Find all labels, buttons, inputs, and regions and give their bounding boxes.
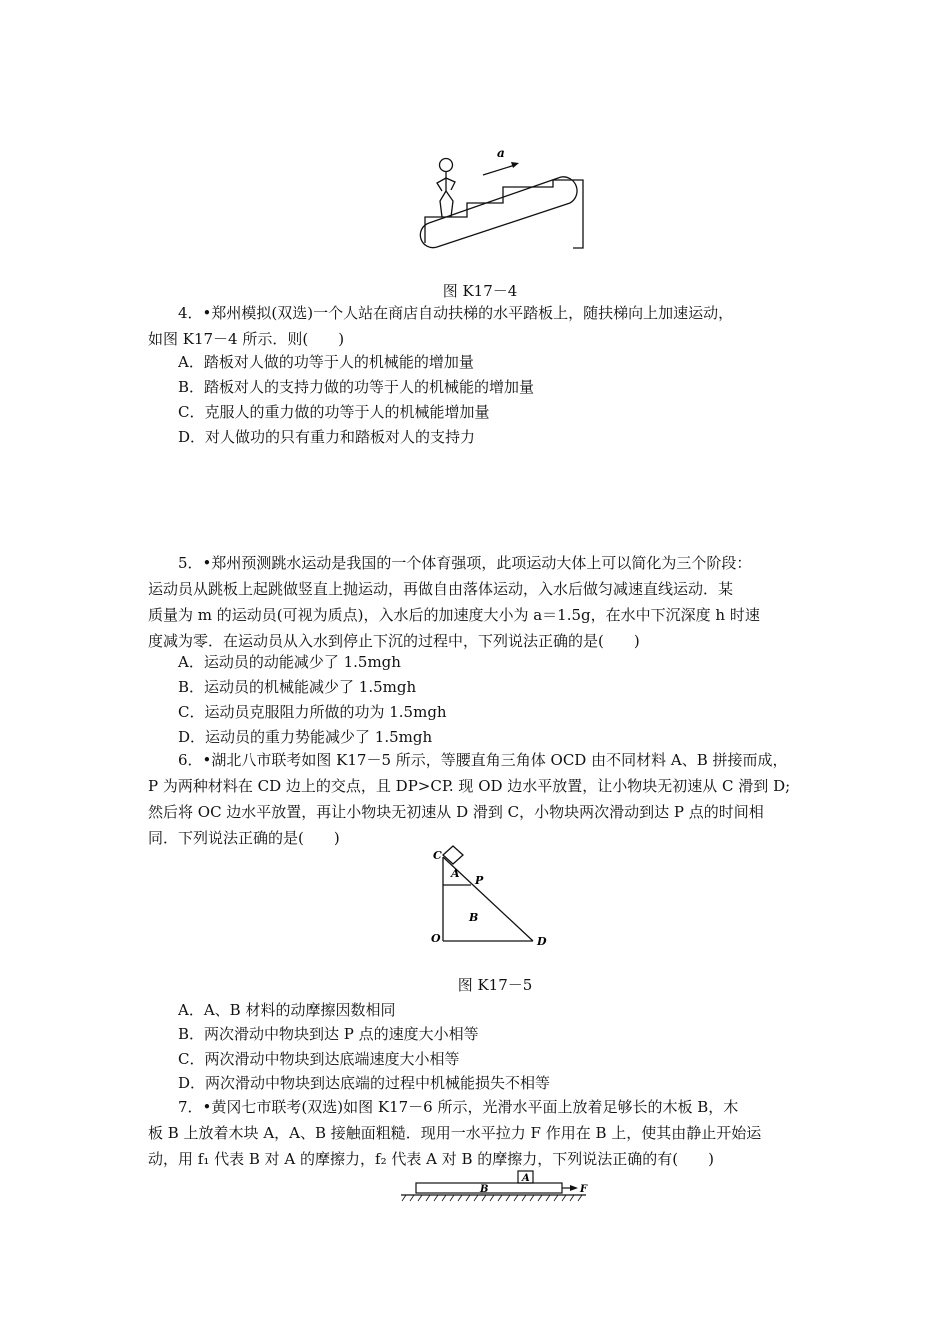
question-5-line: 质量为 m 的运动员(可视为质点)，入水后的加速度大小为 a＝1.5g，在水中下沉深度 h 时速 [148,606,760,624]
label-p: P [475,874,484,887]
board-block-figure [398,1168,593,1206]
label-d: D [537,935,547,948]
question-4-option-c: C．克服人的重力做的功等于人的机械能增加量 [178,403,490,421]
question-6-option-b: B．两次滑动中物块到达 P 点的速度大小相等 [178,1025,479,1043]
question-5-line: 运动员从跳板上起跳做竖直上抛运动，再做自由落体运动，入水后做匀减速直线运动．某 [148,580,734,598]
question-7-line: 7．•黄冈七市联考(双选)如图 K17－6 所示，光滑水平面上放着足够长的木板 B，木 [178,1098,739,1116]
question-7-line: 动，用 f₁ 代表 B 对 A 的摩擦力，f₂ 代表 A 对 B 的摩擦力，下列说法正确的有( ) [148,1150,714,1168]
label-a: A [451,867,460,880]
question-4-stem [148,300,803,352]
question-5-line: 5．•郑州预测跳水运动是我国的一个体育强项，此项运动大体上可以简化为三个阶段： [178,554,752,572]
label-board-b: B [480,1184,489,1195]
question-5-stem [148,550,803,654]
question-6-stem [148,747,803,851]
question-4-option-b: B．踏板对人的支持力做的功等于人的机械能的增加量 [178,378,535,396]
figure-caption-k17-4: 图 K17－4 [442,282,518,300]
label-block-a: A [522,1173,530,1184]
figure-caption-k17-5: 图 K17－5 [457,976,533,994]
triangle-figure [425,843,560,953]
question-6-option-c: C．两次滑动中物块到达底端速度大小相等 [178,1050,460,1068]
question-4-option-a: A．踏板对人做的功等于人的机械能的增加量 [178,353,474,371]
escalator-figure [415,145,590,255]
question-5-line: 度减为零．在运动员从入水到停止下沉的过程中，下列说法正确的是( ) [148,632,640,650]
accel-label: a [497,146,505,160]
question-5-option-b: B．运动员的机械能减少了 1.5mgh [178,678,417,696]
question-6-line: 同．下列说法正确的是( ) [148,829,340,847]
question-4-line: 如图 K17－4 所示．则( ) [148,330,345,348]
question-7-stem [148,1094,803,1172]
question-6-line: 然后将 OC 边水平放置，再让小物块无初速从 D 滑到 C，小物块两次滑动到达 P 点的时间相 [148,803,764,821]
question-4-line: 4．•郑州模拟(双选)一个人站在商店自动扶梯的水平踏板上，随扶梯向上加速运动， [178,304,734,322]
question-5-option-a: A．运动员的动能减少了 1.5mgh [178,653,401,671]
question-4-option-d: D．对人做功的只有重力和踏板对人的支持力 [178,428,476,446]
label-force-f: F [580,1184,588,1195]
label-o: O [431,932,441,945]
question-6-option-a: A．A、B 材料的动摩擦因数相同 [178,1001,396,1019]
question-6-option-d: D．两次滑动中物块到达底端的过程中机械能损失不相等 [178,1074,551,1092]
label-b: B [469,911,479,924]
question-5-option-c: C．运动员克服阻力所做的功为 1.5mgh [178,703,447,721]
question-6-line: 6．•湖北八市联考如图 K17－5 所示，等腰直角三角体 OCD 由不同材料 A、B 拼接而成， [178,751,788,769]
question-5-option-d: D．运动员的重力势能减少了 1.5mgh [178,728,433,746]
label-c: C [433,849,442,862]
question-6-line: P 为两种材料在 CD 边上的交点，且 DP>CP. 现 OD 边水平放置，让小物块无初速从 C 滑到 D; [148,777,791,795]
question-7-line: 板 B 上放着木块 A，A、B 接触面粗糙．现用一水平拉力 F 作用在 B 上，使其由静止开始运 [148,1124,762,1142]
